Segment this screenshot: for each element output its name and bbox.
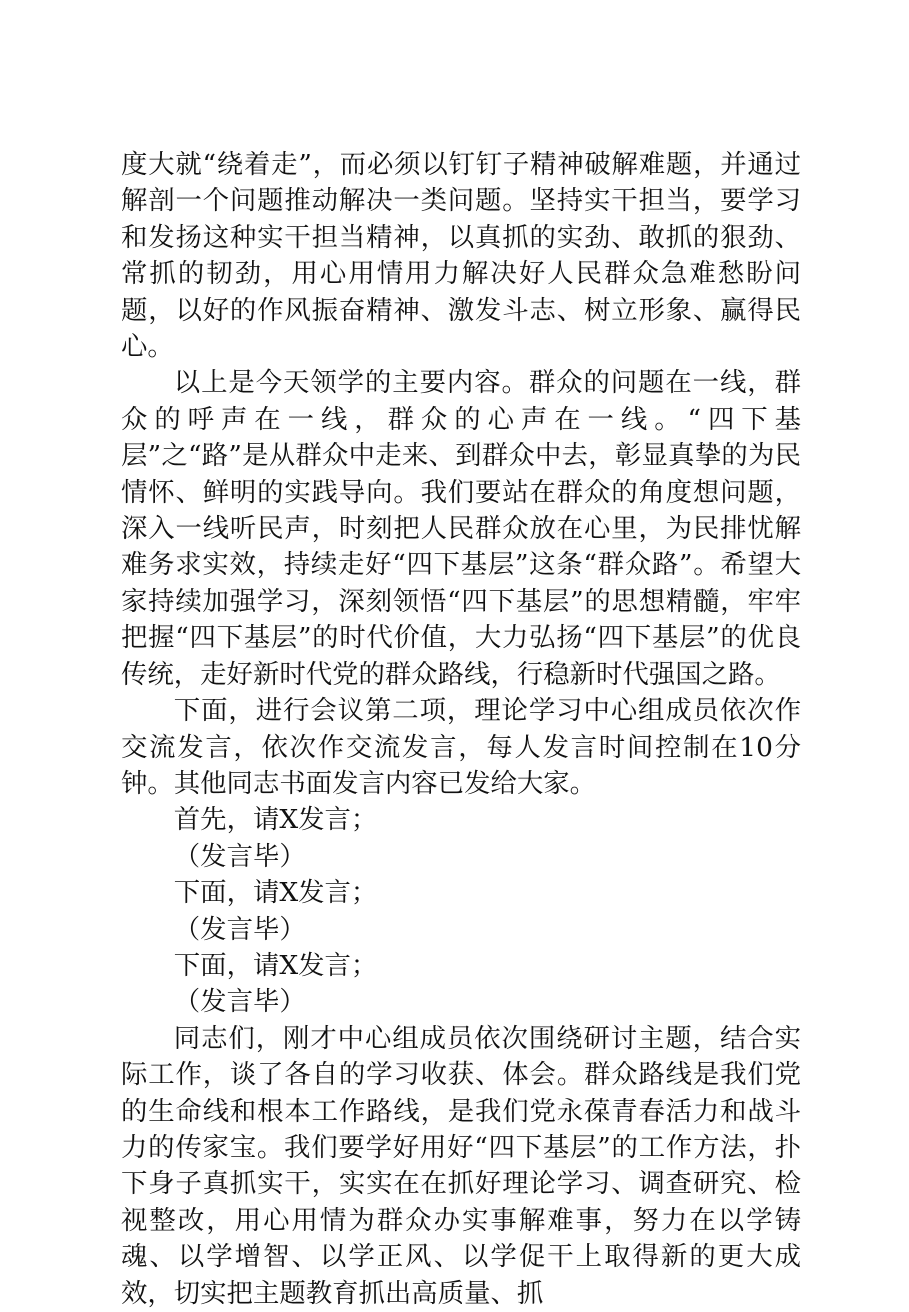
paragraph-closing-remarks: 同志们，刚才中心组成员依次围绕研讨主题，结合实际工作，谈了各自的学习收获、体会。群众路线是我们党的生命线和根本工作路线，是我们党永葆青春活力和战斗力的传家宝。我们要学好用好“四下基层”的工作方法，扑下身子真抓实干，实实在在抓好理论学习、调查研究、检视整改，用心用情为群众办实事解难事，努力在以学铸魂、以学增智、以学正风、以学促干上取得新的更大成效，切实把主题教育抓出高质量、抓	[121, 1022, 801, 1309]
paragraph-summary: 以上是今天领学的主要内容。群众的问题在一线，群众的呼声在一线，群众的心声在一线。“四下基层”之“路”是从群众中走来、到群众中去，彰显真挚的为民情怀、鲜明的实践导向。我们要站在群众的角度想问题，深入一线听民声，时刻把人民群众放在心里，为民排忧解难务求实效，持续走好“四下基层”这条“群众路”。希望大家持续加强学习，深刻领悟“四下基层”的思想精髓，牢牢把握“四下基层”的时代价值，大力弘扬“四下基层”的优良传统，走好新时代党的群众路线，行稳新时代强国之路。	[121, 367, 801, 690]
paragraph-speaker-2: 下面，请X发言；	[173, 877, 378, 909]
paragraph-speaker-1: 首先，请X发言；	[173, 804, 378, 836]
paragraph-speech-end-1: （发言毕）	[173, 840, 306, 872]
paragraph-speech-end-2: （发言毕）	[173, 913, 306, 945]
paragraph-continuation: 度大就“绕着走”，而必须以钉钉子精神破解难题，并通过解剖一个问题推动解决一类问题。坚持实干担当，要学习和发扬这种实干担当精神，以真抓的实劲、敢抓的狠劲、常抓的韧劲，用心用情用力解决好人民群众急难愁盼问题，以好的作风振奋精神、激发斗志、树立形象、赢得民心。	[121, 149, 801, 363]
paragraph-agenda-item-two: 下面，进行会议第二项，理论学习中心组成员依次作交流发言，依次作交流发言，每人发言时间控制在10分钟。其他同志书面发言内容已发给大家。	[121, 695, 801, 799]
document-body	[121, 147, 801, 1312]
paragraph-speech-end-3: （发言毕）	[173, 986, 306, 1018]
paragraph-speaker-3: 下面，请X发言；	[173, 949, 378, 981]
